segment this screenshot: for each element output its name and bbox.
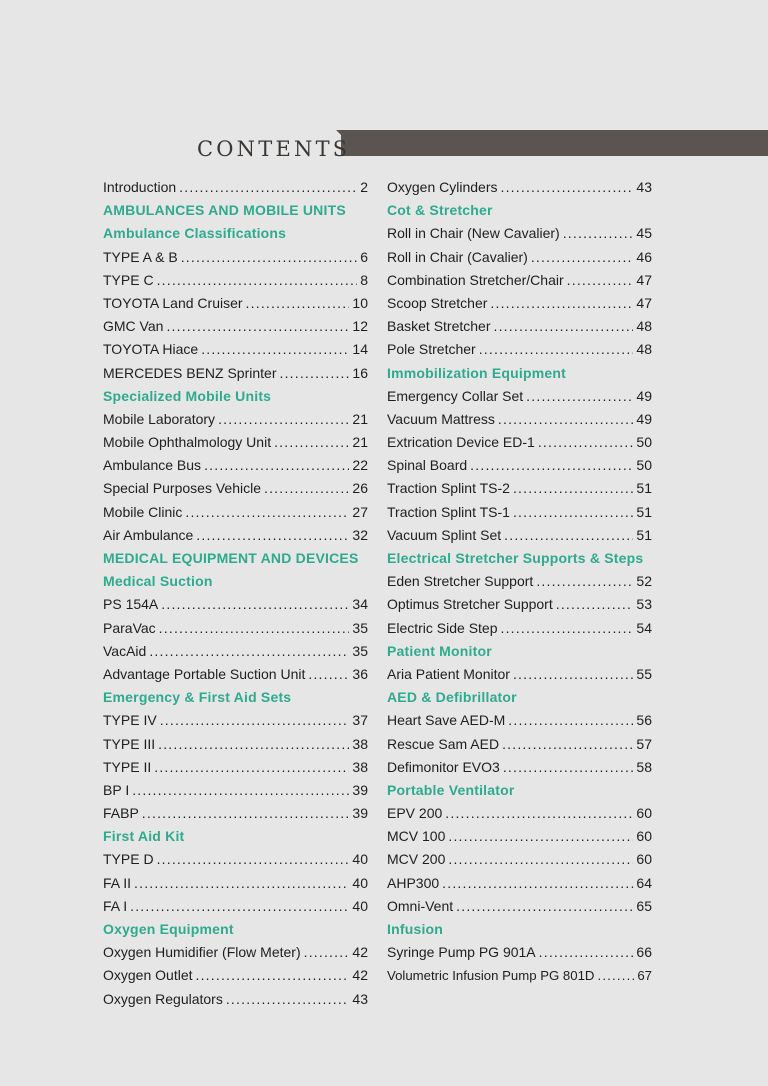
toc-entry	[103, 431, 368, 454]
toc-entry	[387, 872, 652, 895]
section-title: Ambulance Classifications	[103, 225, 287, 242]
page-number: 40	[352, 874, 368, 891]
page-number: 64	[636, 874, 652, 891]
dot-leader	[157, 269, 358, 292]
entry-title: Oxygen Cylinders	[387, 179, 498, 195]
toc-entry	[103, 709, 368, 732]
entry-title: Pole Stretcher	[387, 341, 476, 358]
dot-leader	[556, 593, 634, 616]
dot-leader	[513, 477, 633, 500]
toc-entry	[387, 733, 652, 756]
page-number: 49	[636, 410, 652, 427]
entry-title: Mobile Laboratory	[103, 410, 216, 427]
toc-entry	[387, 501, 652, 524]
page-number: 35	[352, 642, 368, 659]
page-number: 21	[352, 410, 368, 427]
dot-leader	[279, 362, 349, 385]
entry-title: Emergency Collar Set	[387, 387, 524, 404]
toc-entry	[387, 895, 652, 918]
dot-leader	[218, 408, 349, 431]
toc-entry	[103, 593, 368, 616]
dot-leader	[274, 431, 349, 454]
toc-section-heading	[103, 199, 368, 222]
section-title: Immobilization Equipment	[387, 364, 567, 381]
dot-leader	[246, 292, 350, 315]
toc-entry	[387, 477, 652, 500]
toc-section-heading	[103, 547, 368, 570]
toc-entry	[387, 292, 652, 315]
toc-section-heading	[103, 825, 368, 848]
toc-entry	[103, 454, 368, 477]
dot-leader	[567, 269, 634, 292]
dot-leader	[304, 941, 350, 964]
toc-section-heading	[387, 199, 652, 222]
toc-entry	[387, 431, 652, 454]
page-number: 26	[352, 480, 368, 497]
page-number: 43	[352, 990, 368, 1007]
toc-entry	[103, 315, 368, 338]
entry-title: Extrication Device ED-1	[387, 434, 535, 451]
toc-section-heading	[103, 385, 368, 408]
dot-leader	[159, 617, 350, 640]
toc-entry	[387, 454, 652, 477]
page-number: 2	[360, 179, 368, 195]
page-number: 53	[636, 596, 652, 613]
dot-leader	[597, 964, 634, 987]
entry-title: Oxygen Outlet	[103, 967, 193, 984]
dot-leader	[470, 454, 633, 477]
dot-leader	[142, 802, 350, 825]
entry-title: Heart Save AED-M	[387, 712, 506, 729]
dot-leader	[526, 385, 633, 408]
toc-entry	[103, 338, 368, 361]
entry-title: Traction Splint TS-2	[387, 480, 510, 497]
toc-entry	[103, 269, 368, 292]
page-number: 51	[636, 480, 652, 497]
toc-section-heading	[387, 547, 652, 570]
section-title: Electrical Stretcher Supports & Steps	[387, 550, 644, 566]
dot-leader	[479, 338, 634, 361]
entry-title: MCV 100	[387, 828, 446, 845]
toc-section-heading	[387, 640, 652, 663]
page-number: 58	[636, 758, 652, 775]
toc-entry	[103, 362, 368, 385]
page-number: 8	[360, 271, 368, 288]
page-number: 45	[636, 225, 652, 242]
dot-leader	[448, 848, 633, 871]
toc-entry	[103, 477, 368, 500]
dot-leader	[504, 524, 633, 547]
entry-title: PS 154A	[103, 596, 159, 613]
page-number: 39	[352, 805, 368, 822]
dot-leader	[490, 292, 633, 315]
section-title: AMBULANCES AND MOBILE UNITS	[103, 202, 346, 219]
toc-entry	[387, 246, 652, 269]
toc-section-heading	[103, 918, 368, 941]
dot-leader	[181, 246, 358, 269]
toc-section-heading	[103, 686, 368, 709]
page-number: 27	[352, 503, 368, 520]
page-number: 65	[636, 897, 652, 914]
toc-entry	[387, 269, 652, 292]
toc-entry	[103, 246, 368, 269]
entry-title: MERCEDES BENZ Sprinter	[103, 364, 277, 381]
entry-title: Advantage Portable Suction Unit	[103, 665, 306, 682]
page-number: 56	[636, 712, 652, 729]
page-number: 34	[352, 596, 368, 613]
page-number: 51	[636, 503, 652, 520]
page-number: 66	[636, 944, 652, 961]
page-number: 60	[636, 828, 652, 845]
dot-leader	[130, 895, 349, 918]
entry-title: TYPE III	[103, 735, 156, 752]
toc-section-heading	[103, 570, 368, 593]
dot-leader	[501, 617, 634, 640]
dot-leader	[132, 779, 349, 802]
entry-title: Mobile Ophthalmology Unit	[103, 434, 272, 451]
toc-entry	[103, 779, 368, 802]
dot-leader	[498, 408, 634, 431]
entry-title: Special Purposes Vehicle	[103, 480, 261, 497]
dot-leader	[196, 524, 349, 547]
entry-title: AHP300	[387, 874, 440, 891]
toc-entry	[103, 501, 368, 524]
dot-leader	[503, 756, 634, 779]
dot-leader	[448, 825, 633, 848]
toc-entry	[103, 872, 368, 895]
section-title: Cot & Stretcher	[387, 202, 493, 219]
section-title: Portable Ventilator	[387, 781, 515, 798]
dot-leader	[204, 454, 349, 477]
page-number: 60	[636, 805, 652, 822]
page-number: 42	[352, 944, 368, 961]
dot-leader	[157, 848, 350, 871]
dot-leader	[149, 640, 349, 663]
entry-title: MCV 200	[387, 851, 446, 868]
toc-entry	[103, 408, 368, 431]
toc-entry	[387, 176, 652, 199]
entry-title: Introduction	[103, 179, 177, 195]
dot-leader	[185, 501, 349, 524]
dot-leader	[456, 895, 633, 918]
entry-title: Oxygen Regulators	[103, 990, 223, 1007]
page-number: 51	[636, 526, 652, 543]
toc-entry	[103, 524, 368, 547]
entry-title: VacAid	[103, 642, 147, 659]
entry-title: Roll in Chair (New Cavalier)	[387, 225, 560, 242]
entry-title: Defimonitor EVO3	[387, 758, 500, 775]
entry-title: TYPE A & B	[103, 248, 178, 265]
page-number: 32	[352, 526, 368, 543]
entry-title: TYPE IV	[103, 712, 157, 729]
dot-leader	[445, 802, 633, 825]
toc-entry	[103, 941, 368, 964]
toc-entry	[387, 663, 652, 686]
dot-leader	[166, 315, 349, 338]
entry-title: Basket Stretcher	[387, 318, 491, 335]
toc-entry	[103, 802, 368, 825]
page-number: 35	[352, 619, 368, 636]
toc-right-column	[387, 176, 652, 988]
page-number: 55	[636, 665, 652, 682]
page-number: 47	[636, 294, 652, 311]
page-number: 48	[636, 318, 652, 335]
page-number: 48	[636, 341, 652, 358]
toc-entry	[387, 385, 652, 408]
section-title: Infusion	[387, 921, 444, 937]
entry-title: Scoop Stretcher	[387, 294, 488, 311]
dot-leader	[158, 733, 349, 756]
section-title: Oxygen Equipment	[103, 921, 234, 937]
entry-title: TYPE II	[103, 758, 152, 775]
toc-entry	[387, 338, 652, 361]
toc-entry	[103, 640, 368, 663]
page-number: 38	[352, 758, 368, 775]
toc-entry	[387, 524, 652, 547]
page-number: 6	[360, 248, 368, 265]
entry-title: Ambulance Bus	[103, 457, 202, 474]
toc-entry	[103, 617, 368, 640]
dot-leader	[513, 663, 633, 686]
page-number: 10	[352, 294, 368, 311]
section-title: AED & Defibrillator	[387, 689, 517, 706]
entry-title: Optimus Stretcher Support	[387, 596, 553, 613]
toc-entry	[387, 315, 652, 338]
entry-title: TYPE D	[103, 851, 154, 868]
section-title: Specialized Mobile Units	[103, 387, 272, 404]
toc-entry	[103, 988, 368, 1011]
entry-title: Syringe Pump PG 901A	[387, 944, 536, 961]
dot-leader	[134, 872, 349, 895]
page-number: 50	[636, 457, 652, 474]
page-number: 57	[636, 735, 652, 752]
toc-entry	[387, 825, 652, 848]
toc-entry	[103, 964, 368, 987]
entry-title: Mobile Clinic	[103, 503, 183, 520]
entry-title: TOYOTA Land Cruiser	[103, 294, 243, 311]
page-number: 46	[636, 248, 652, 265]
toc-entry	[387, 941, 652, 964]
entry-title: TYPE C	[103, 271, 154, 288]
entry-title: Vacuum Splint Set	[387, 526, 502, 543]
dot-leader	[539, 941, 634, 964]
entry-title: Rescue Sam AED	[387, 735, 500, 752]
page-number: 36	[352, 665, 368, 682]
toc-entry	[387, 964, 652, 987]
toc-entry	[387, 756, 652, 779]
dot-leader	[513, 501, 633, 524]
entry-title: Vacuum Mattress	[387, 410, 495, 427]
toc-section-heading	[387, 686, 652, 709]
page-number: 16	[352, 364, 368, 381]
toc-entry	[387, 570, 652, 593]
toc-entry	[103, 756, 368, 779]
entry-title: Omni-Vent	[387, 897, 454, 914]
toc-entry	[387, 222, 652, 245]
entry-title: Aria Patient Monitor	[387, 665, 510, 682]
entry-title: GMC Van	[103, 318, 164, 335]
toc-entry	[387, 408, 652, 431]
toc-section-heading	[387, 918, 652, 941]
toc-entry	[387, 848, 652, 871]
section-title: Medical Suction	[103, 573, 213, 590]
dot-leader	[179, 176, 357, 199]
entry-title: Eden Stretcher Support	[387, 573, 534, 590]
toc-entry	[387, 593, 652, 616]
page-number: 22	[352, 457, 368, 474]
entry-title: Volumetric Infusion Pump PG 801D	[387, 968, 595, 984]
toc-entry	[103, 895, 368, 918]
toc-entry	[103, 292, 368, 315]
dot-leader	[442, 872, 633, 895]
page-number: 49	[636, 387, 652, 404]
dot-leader	[531, 246, 634, 269]
entry-title: Roll in Chair (Cavalier)	[387, 248, 528, 265]
page-number: 52	[636, 573, 652, 590]
entry-title: EPV 200	[387, 805, 443, 822]
page-title: CONTENTS	[197, 137, 351, 161]
toc-entry	[103, 663, 368, 686]
toc-section-heading	[103, 222, 368, 245]
dot-leader	[264, 477, 349, 500]
dot-leader	[226, 988, 350, 1011]
dot-leader	[536, 570, 633, 593]
dot-leader	[563, 222, 634, 245]
page-number: 42	[352, 967, 368, 984]
section-title: First Aid Kit	[103, 828, 185, 845]
toc-entry	[103, 733, 368, 756]
dot-leader	[196, 964, 350, 987]
page-number: 40	[352, 851, 368, 868]
entry-title: FA I	[103, 897, 128, 914]
dot-leader	[508, 709, 633, 732]
toc-entry	[103, 176, 368, 199]
entry-title: Traction Splint TS-1	[387, 503, 510, 520]
dot-leader	[160, 709, 350, 732]
section-title: MEDICAL EQUIPMENT AND DEVICES	[103, 550, 359, 566]
dot-leader	[154, 756, 349, 779]
entry-title: FA II	[103, 874, 132, 891]
page-number: 39	[352, 781, 368, 798]
dot-leader	[161, 593, 349, 616]
dot-leader	[308, 663, 349, 686]
page-number: 12	[352, 318, 368, 335]
page-number: 54	[636, 619, 652, 636]
header-bar	[341, 130, 768, 156]
page-number: 40	[352, 897, 368, 914]
toc-entry	[387, 617, 652, 640]
entry-title: Spinal Board	[387, 457, 468, 474]
section-title: Patient Monitor	[387, 642, 492, 659]
page-number: 14	[352, 341, 368, 358]
entry-title: FABP	[103, 805, 139, 822]
entry-title: Air Ambulance	[103, 526, 194, 543]
page-number: 43	[636, 179, 652, 195]
dot-leader	[538, 431, 634, 454]
toc-section-heading	[387, 362, 652, 385]
page-number: 67	[637, 968, 652, 984]
toc-left-column	[103, 176, 368, 1011]
entry-title: Electric Side Step	[387, 619, 498, 636]
entry-title: Combination Stretcher/Chair	[387, 271, 564, 288]
page-number: 38	[352, 735, 368, 752]
page-number: 60	[636, 851, 652, 868]
entry-title: TOYOTA Hiace	[103, 341, 199, 358]
dot-leader	[201, 338, 349, 361]
entry-title: Oxygen Humidifier (Flow Meter)	[103, 944, 301, 961]
page-number: 47	[636, 271, 652, 288]
section-title: Emergency & First Aid Sets	[103, 689, 292, 706]
toc-section-heading	[387, 779, 652, 802]
toc-entry	[103, 848, 368, 871]
entry-title: BP I	[103, 781, 130, 798]
dot-leader	[494, 315, 634, 338]
entry-title: ParaVac	[103, 619, 156, 636]
page-number: 21	[352, 434, 368, 451]
dot-leader	[502, 733, 633, 756]
dot-leader	[501, 176, 634, 199]
page-number: 37	[352, 712, 368, 729]
toc-entry	[387, 802, 652, 825]
page-number: 50	[636, 434, 652, 451]
toc-entry	[387, 709, 652, 732]
